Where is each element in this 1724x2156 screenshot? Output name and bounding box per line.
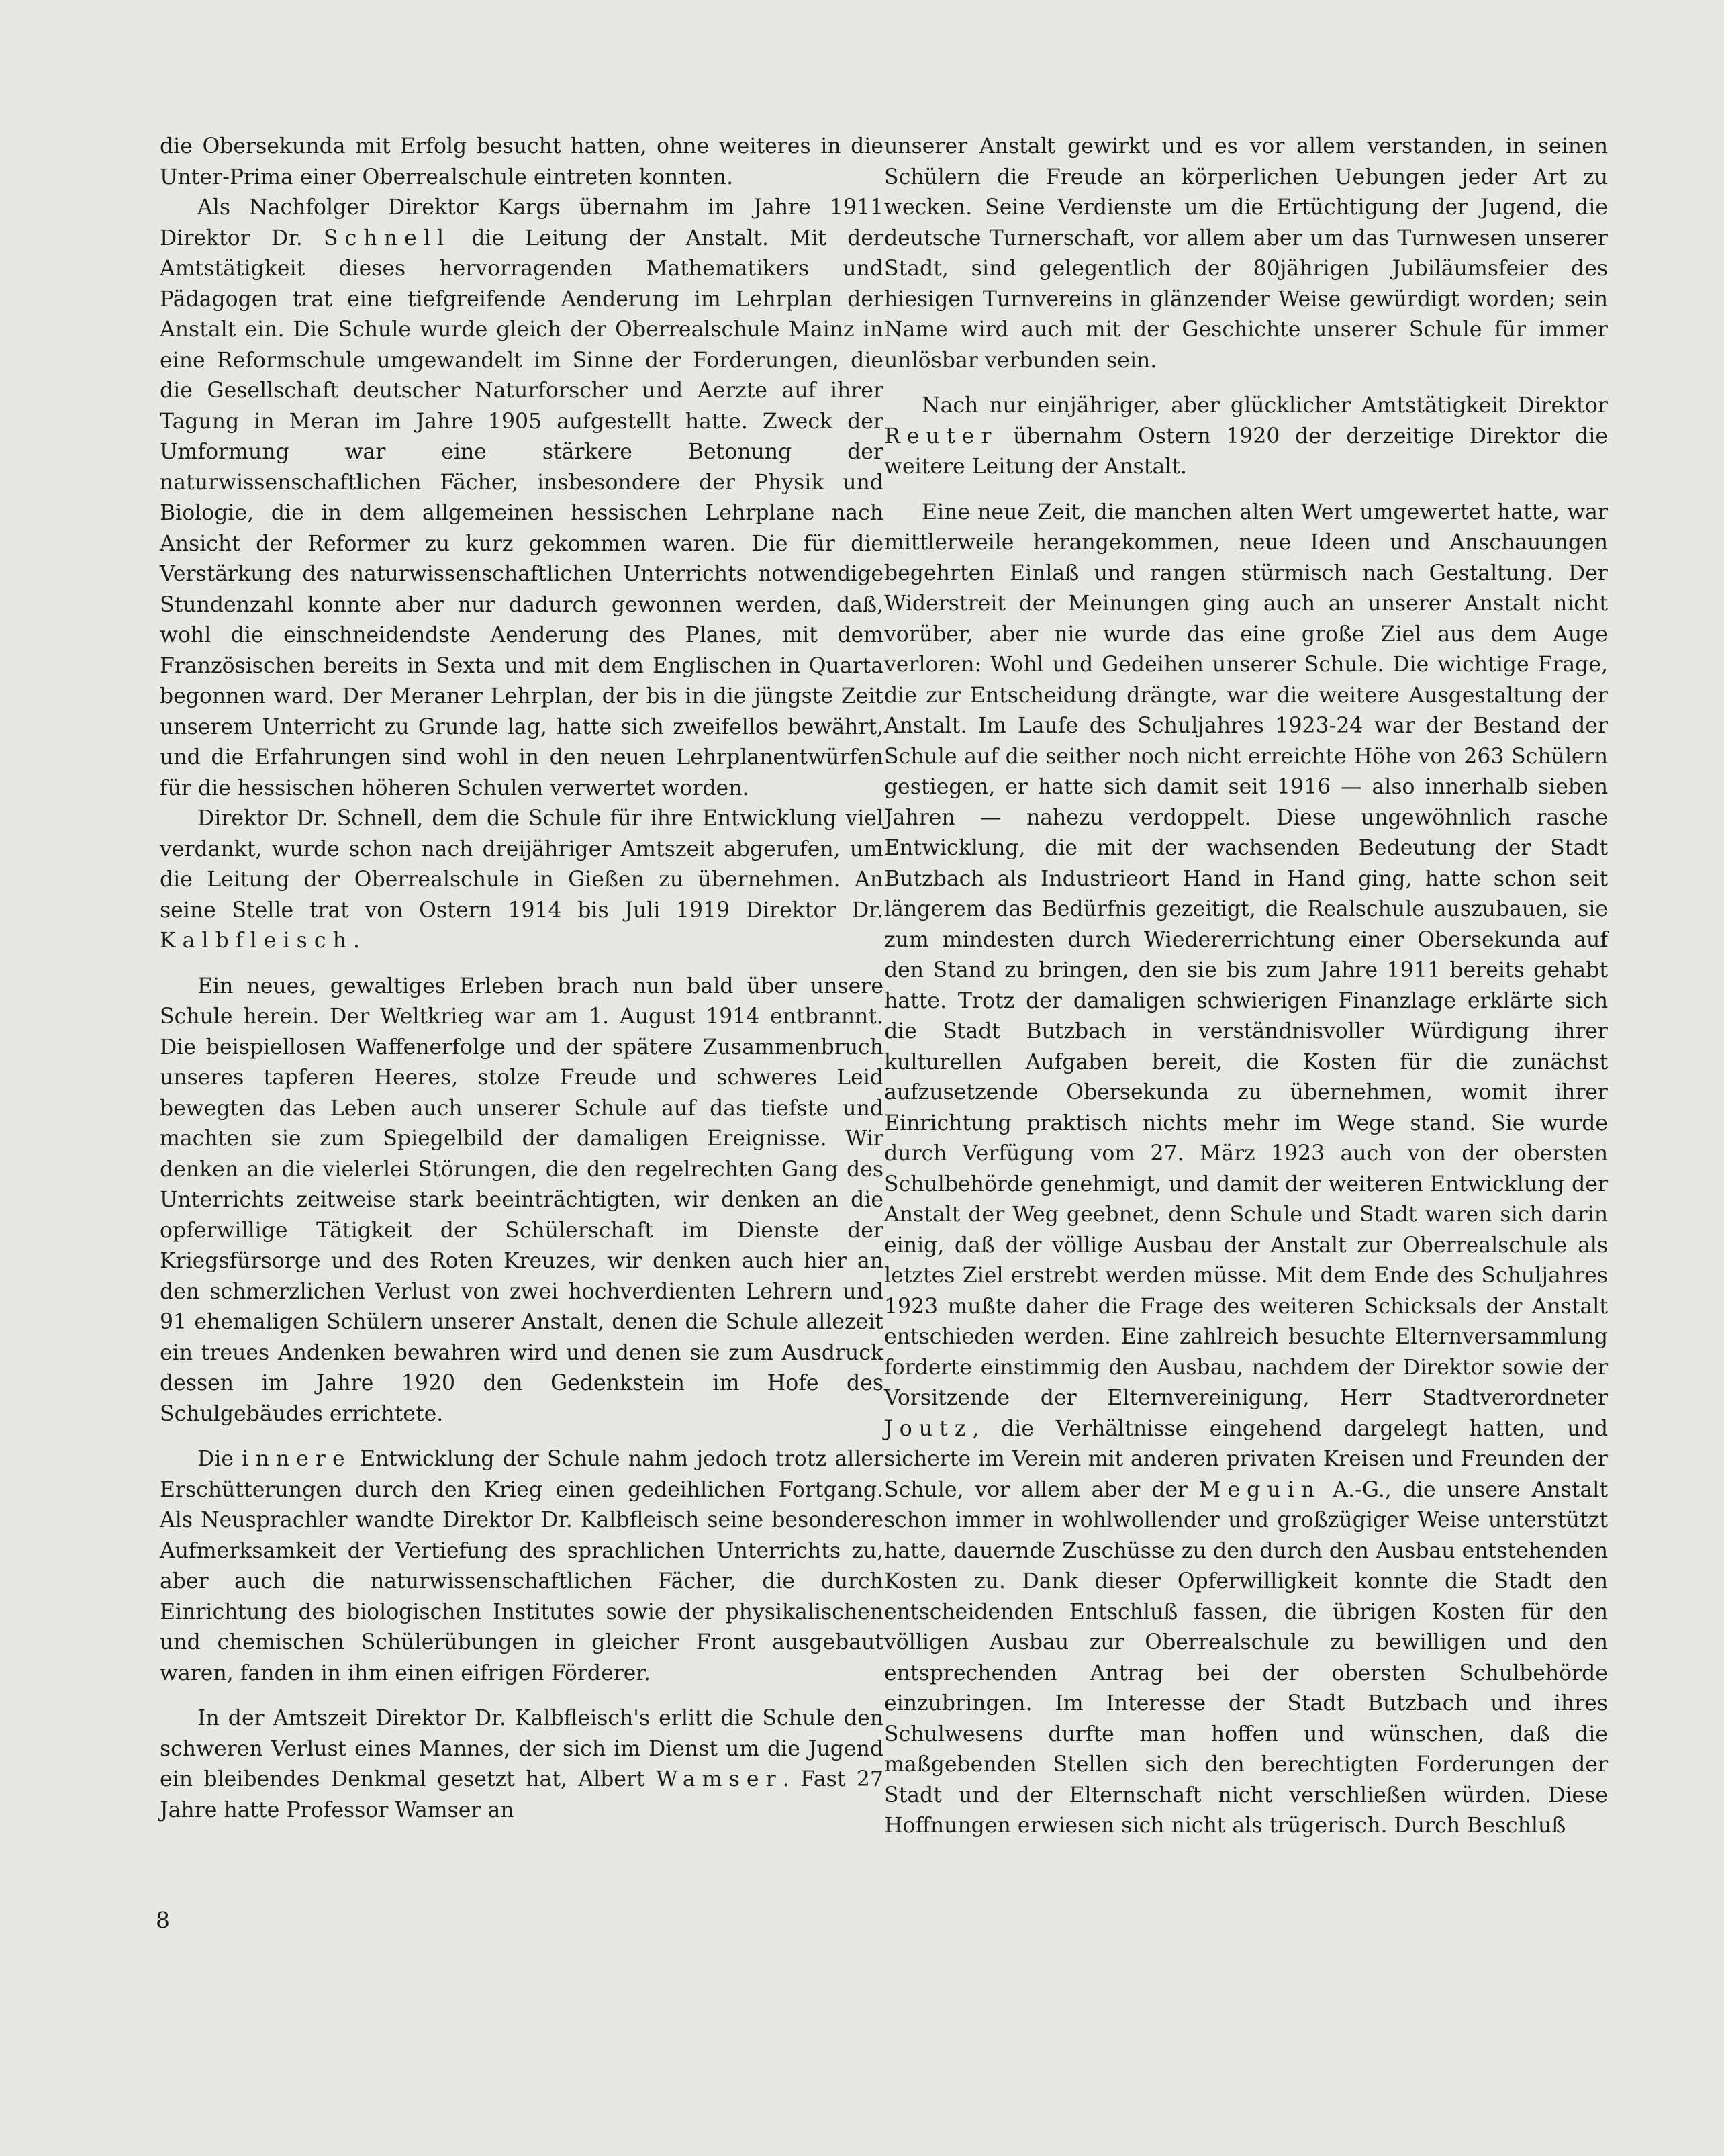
right-column bbox=[884, 132, 1608, 1842]
paragraph-reuter bbox=[884, 391, 1608, 483]
name-reuter: Reuter bbox=[884, 424, 998, 449]
paragraph-text: Eine neue Zeit, die manchen alten Wert umgewertet hatte, war mittlerweile herangekommen, neue Ideen und Anschauungen begehrten Einlaß und rangen stürmisch nach Gestaltung. Der Widerstreit der Meinungen ging auch an unserer Anstalt nicht vorüber, aber nie wurde das eine große Ziel aus dem Auge verloren: Wohl und Gedeihen unserer Schule. Die wichtige Frage, die zur Entscheidung drängte, war die weitere Ausgestaltung der Anstalt. Im Laufe des Schuljahres 1923-24 war der Bestand der Schule auf die seither noch nicht erreichte Höhe von 263 Schülern gestiegen, er hatte sich damit seit 1916 — also innerhalb sieben Jahren — nahezu verdoppelt. Diese ungewöhnlich rasche Entwicklung, die mit der wachsenden Bedeutung der Stadt Butzbach als Industrieort Hand in Hand ging, hatte schon seit längerem das Bedürfnis gezeitigt, die Realschule auszubauen, sie zum mindesten durch Wiedererrichtung einer Obersekunda auf den Stand zu bringen, den sie bis zum Jahre 1911 bereits gehabt hatte. Trotz der damaligen schwierigen Finanzlage erklärte sich die Stadt Butzbach in verständnisvoller Würdigung ihrer kulturellen Aufgaben bereit, die Kosten für die zunächst aufzusetzende Obersekunda zu übernehmen, womit ihrer Einrichtung praktisch nichts mehr im Wege stand. Sie wurde durch Verfügung vom 27. März 1923 auch von der obersten Schulbehörde genehmigt, und damit der weiteren Entwicklung der Anstalt der Weg geebnet, denn Schule und Stadt waren sich darin einig, daß der völlige Ausbau der Anstalt zur Oberrealschule als letztes Ziel erstrebt werden müsse. Mit dem Ende des Schuljahres 1923 mußte daher die Frage des weiteren Schicksals der Anstalt entschieden werden. Eine zahlreich besuchte Elternversammlung forderte einstimmig den Ausbau, nachdem der Direktor sowie der Vorsitzende der Elternvereinigung, Herr Stadtverordneter bbox=[884, 500, 1608, 1410]
paragraph-text: übernahm Ostern 1920 der derzeitige Direktor die weitere Leitung der Anstalt. bbox=[884, 424, 1608, 479]
paragraph-text: In der Amtszeit Direktor Dr. Kalbfleisch's erlitt die Schule den schweren Verlust eines Mannes, der sich im Dienst um die Jugend ein bleibendes Denkmal gesetzt hat, Albert bbox=[160, 1706, 883, 1791]
paragraph-kalbfleisch bbox=[160, 804, 883, 957]
paragraph-schnell bbox=[160, 193, 883, 804]
paragraph-text: . Fast 27 Jahre hatte Professor Wamser an bbox=[160, 1767, 883, 1822]
paragraph-wamser bbox=[160, 1703, 883, 1826]
paragraph-text: Direktor Dr. Schnell, dem die Schule für ihre Entwicklung viel verdankt, wurde schon nach dreijähriger Amtszeit abgerufen, um die Leitung der Oberrealschule in Gießen zu übernehmen. An seine Stelle trat von Ostern 1914 bis Juli 1919 Direktor Dr. bbox=[160, 806, 883, 923]
paragraph-innere-entwicklung bbox=[160, 1444, 883, 1689]
name-joutz: Joutz bbox=[884, 1416, 973, 1441]
paragraph-text: Ein neues, gewaltiges Erleben brach nun bald über unsere Schule herein. Der Weltkrieg war am 1. August 1914 entbrannt. Die beispiellosen Waffenerfolge und der spätere Zusammenbruch unseres tapferen Heeres, stolze Freude und schweres Leid bewegten das Leben auch unserer Schule auf das tiefste und machten sie zum Spiegelbild der damaligen Ereignisse. Wir denken an die vielerlei Störungen, die den regelrechten Gang des Unterrichts zeitweise stark beeinträchtigten, wir denken an die opferwillige Tätigkeit der Schülerschaft im Dienste der Kriegsfürsorge und des Roten Kreuzes, wir denken auch hier an den schmerzlichen Verlust von zwei hochverdienten Lehrern und 91 ehemaligen Schülern unserer Anstalt, denen die Schule allezeit ein treues Andenken bewahren wird und denen sie zum Ausdruck dessen im Jahre 1920 den Gedenkstein im Hofe des Schulgebäudes errichtete. bbox=[160, 974, 883, 1426]
paragraph-text: , die Verhältnisse eingehend dargelegt hatten, und sicherte im Verein mit anderen privaten Kreisen und Freunden der Schule, vor allem aber der bbox=[884, 1416, 1608, 1502]
paragraph-text: A.-G., die unsere Anstalt schon immer in wohlwollender und großzügiger Weise unterstützt hatte, dauernde Zuschüsse zu den durch den Ausbau entstehenden Kosten zu. Dank dieser Opferwilligkeit konnte die Stadt den entscheidenden Entschluß fassen, die übrigen Kosten für den völligen Ausbau zur Oberrealschule zu bewilligen und den entsprechenden Antrag bei der obersten Schulbehörde einzubringen. Im Interesse der Stadt Butzbach und ihres Schulwesens durfte man hoffen und wünschen, daß die maßgebenden Stellen sich den berechtigten Forderungen der Stadt und der Elternschaft nicht verschließen würden. Diese Hoffnungen erwiesen sich nicht als trügerisch. Durch Beschluß bbox=[884, 1477, 1608, 1838]
paragraph-text: die Leitung der Anstalt. Mit der Amtstätigkeit dieses hervorragenden Mathematikers und Pädagogen trat eine tiefgreifende Aenderung im Lehrplan der Anstalt ein. Die Schule wurde gleich der Oberrealschule Mainz in eine Reformschule umgewandelt im Sinne der Forderungen, die die Gesellschaft deutscher Naturforscher und Aerzte auf ihrer Tagung in Meran im Jahre 1905 aufgestellt hatte. Zweck der Umformung war eine stärkere Betonung der naturwissenschaftlichen Fächer, insbesondere der Physik und Biologie, die in dem allgemeinen hessischen Lehrplane nach Ansicht der Reformer zu kurz gekommen waren. Die für die Verstärkung des naturwissenschaftlichen Unterrichts notwendige Stundenzahl konnte aber nur dadurch gewonnen werden, daß, wohl die einschneidendste Aenderung des Planes, mit dem Französischen bereits in Sexta und mit dem Englischen in Quarta begonnen ward. Der Meraner Lehrplan, der bis in die jüngste Zeit unserem Unterricht zu Grunde lag, hatte sich zweifellos bewährt, und die Erfahrungen sind wohl in den neuen Lehrplanentwürfen für die hessischen höheren Schulen verwertet worden. bbox=[160, 226, 883, 800]
paragraph-text: Entwicklung der Schule nahm jedoch trotz aller Erschütterungen durch den Krieg einen gedeihlichen Fortgang. Als Neusprachler wandte Direktor Dr. Kalbfleisch seine besondere Aufmerksamkeit der Vertiefung des sprachlichen Unterrichts zu, aber auch die naturwissenschaftlichen Fächer, die durch Einrichtung des biologischen Institutes sowie der physikalischen und chemischen Schülerübungen in gleicher Front ausgebaut waren, fanden in ihm einen eifrigen Förderer. bbox=[160, 1447, 884, 1685]
name-kalbfleisch: Kalbfleisch bbox=[160, 929, 353, 953]
paragraph-text: unserer Anstalt gewirkt und es vor allem verstanden, in seinen Schülern die Freude an körperlichen Uebungen jeder Art zu wecken. Seine Verdienste um die Ertüchtigung der Jugend, die deutsche Turnerschaft, vor allem aber um das Turnwesen unserer Stadt, sind gelegentlich der 80jährigen Jubiläumsfeier des hiesigen Turnvereins in glänzender Weise gewürdigt worden; sein Name wird auch mit der Geschichte unserer Schule für immer unlösbar verbunden sein. bbox=[884, 134, 1608, 373]
name-meguin: Meguin bbox=[1199, 1477, 1322, 1502]
paragraph-obersekunda bbox=[160, 132, 883, 193]
name-wamser: Wamser bbox=[656, 1767, 783, 1791]
paragraph-text: die Obersekunda mit Erfolg besucht hatten, ohne weiteres in die Unter-Prima einer Oberrealschule eintreten konnten. bbox=[160, 134, 883, 189]
left-column bbox=[160, 132, 883, 1826]
emphasis-innere: innere bbox=[242, 1447, 352, 1471]
paragraph-wamser-continued bbox=[884, 132, 1608, 376]
paragraph-text: Die bbox=[197, 1447, 242, 1471]
page-number: 8 bbox=[156, 1907, 170, 1933]
paragraph-weltkrieg bbox=[160, 972, 883, 1430]
paragraph-neue-zeit bbox=[884, 498, 1608, 1842]
name-schnell: Schnell bbox=[323, 226, 451, 250]
paragraph-text: . bbox=[352, 929, 360, 953]
paragraph-text: Nach nur einjähriger, aber glücklicher Amtstätigkeit Direktor bbox=[922, 393, 1608, 418]
paragraph-text: Als Nachfolger Direktor Kargs übernahm im Jahre 1911 Direktor Dr. bbox=[160, 195, 883, 250]
